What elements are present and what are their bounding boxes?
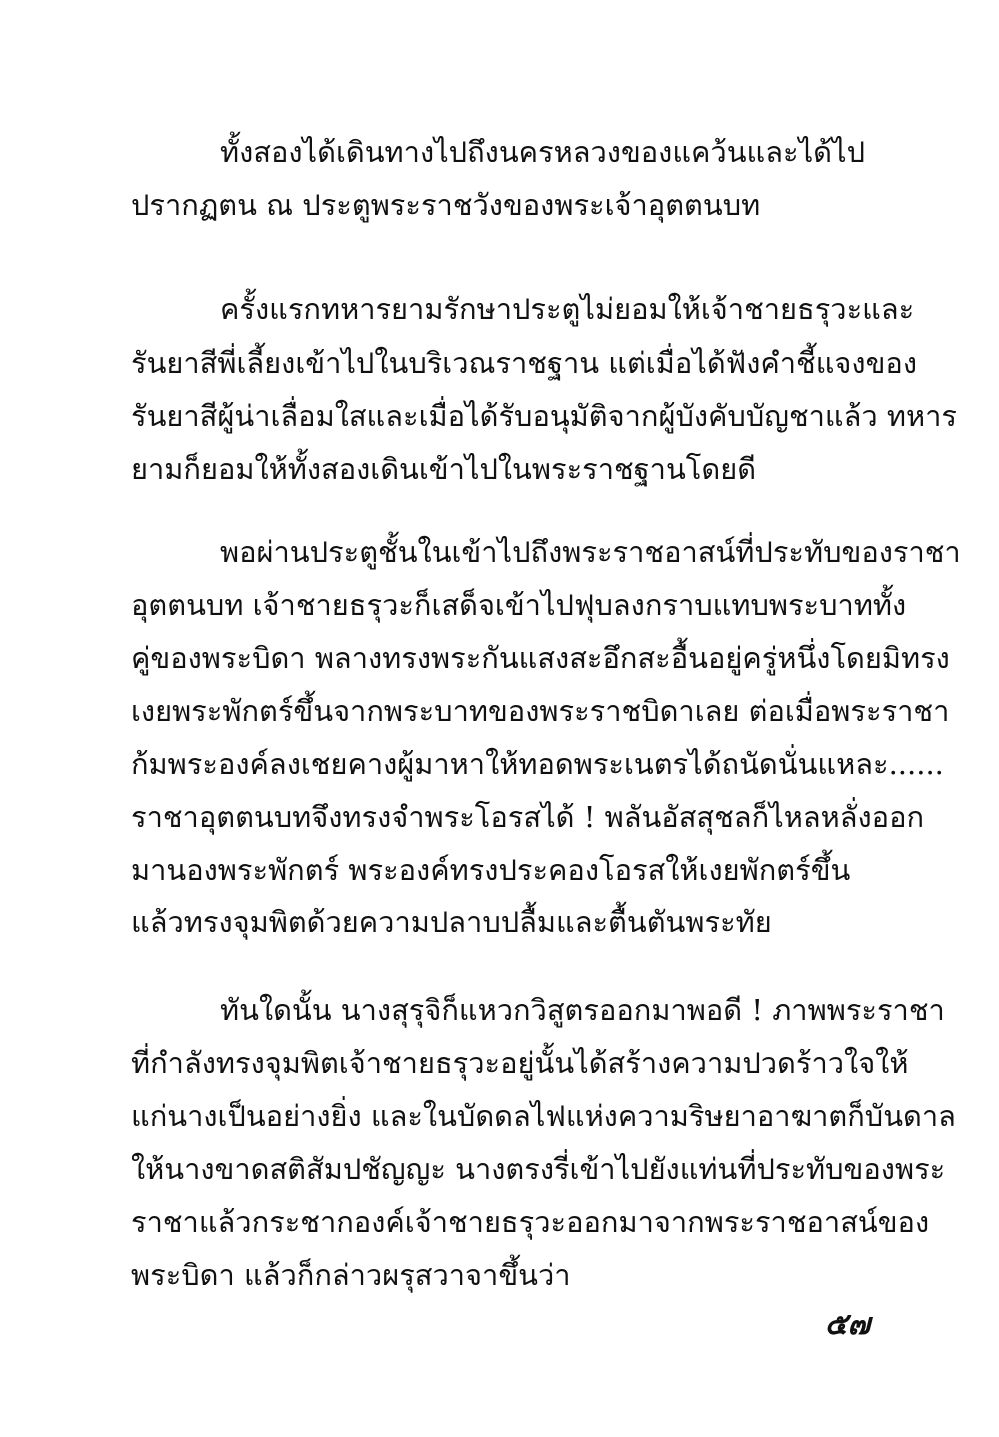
paragraph-2-line-2: รันยาสีพี่เลี้ยงเข้าไปในบริเวณราชฐาน แต่เมื่อได้ฟังคำชี้แจงของ [131, 346, 917, 380]
paragraph-2-line-1: ครั้งแรกทหารยามรักษาประตูไม่ยอมให้เจ้าชายธรุวะและ [220, 292, 915, 326]
paragraph-3-line-5: ก้มพระองค์ลงเชยคางผู้มาหาให้ทอดพระเนตรได้ถนัดนั่นแหละ...... [131, 747, 944, 781]
paragraph-1-line-2: ปรากฏตน ณ ประตูพระราชวังของพระเจ้าอุตตนบท [131, 188, 761, 222]
paragraph-4-line-4: ให้นางขาดสติสัมปชัญญะ นางตรงรี่เข้าไปยังแท่นที่ประทับของพระ [131, 1152, 946, 1186]
paragraph-3-line-6: ราชาอุตตนบทจึงทรงจำพระโอรสได้ ! พลันอัสสุชลก็ไหลหลั่งออก [131, 800, 925, 834]
paragraph-3-line-4: เงยพระพักตร์ขึ้นจากพระบาทของพระราชบิดาเลย ต่อเมื่อพระราชา [131, 694, 950, 728]
paragraph-3-line-8: แล้วทรงจุมพิตด้วยความปลาบปลื้มและตื้นตันพระทัย [131, 905, 772, 939]
paragraph-2-line-4: ยามก็ยอมให้ทั้งสองเดินเข้าไปในพระราชฐานโดยดี [131, 452, 757, 486]
page-number: ๕๗ [824, 1307, 870, 1342]
paragraph-4-line-1: ทันใดนั้น นางสุรุจิก็แหวกวิสูตรออกมาพอดี ! ภาพพระราชา [220, 993, 945, 1027]
paragraph-2-line-3: รันยาสีผู้น่าเลื่อมใสและเมื่อได้รับอนุมัติจากผู้บังคับบัญชาแล้ว ทหาร [131, 399, 957, 433]
paragraph-1-line-1: ทั้งสองได้เดินทางไปถึงนครหลวงของแคว้นและได้ไป [220, 135, 865, 169]
paragraph-4-line-6: พระบิดา แล้วก็กล่าวผรุสวาจาขึ้นว่า [131, 1258, 571, 1292]
paragraph-3-line-2: อุตตนบท เจ้าชายธรุวะก็เสด็จเข้าไปฟุบลงกราบแทบพระบาททั้ง [131, 588, 907, 622]
paragraph-3-line-1: พอผ่านประตูชั้นในเข้าไปถึงพระราชอาสน์ที่ประทับของราชา [220, 535, 961, 569]
paragraph-4-line-2: ที่กำลังทรงจุมพิตเจ้าชายธรุวะอยู่นั้นได้สร้างความปวดร้าวใจให้ [131, 1046, 909, 1080]
paragraph-3-line-7: มานองพระพักตร์ พระองค์ทรงประคองโอรสให้เงยพักตร์ขึ้น [131, 853, 851, 887]
paragraph-3-line-3: คู่ของพระบิดา พลางทรงพระกันแสงสะอึกสะอื้นอยู่ครู่หนึ่งโดยมิทรง [131, 641, 950, 675]
paragraph-4-line-3: แก่นางเป็นอย่างยิ่ง และในบัดดลไฟแห่งความริษยาอาฆาตก็บันดาล [131, 1099, 956, 1133]
paragraph-4-line-5: ราชาแล้วกระชากองค์เจ้าชายธรุวะออกมาจากพระราชอาสน์ของ [131, 1205, 930, 1239]
